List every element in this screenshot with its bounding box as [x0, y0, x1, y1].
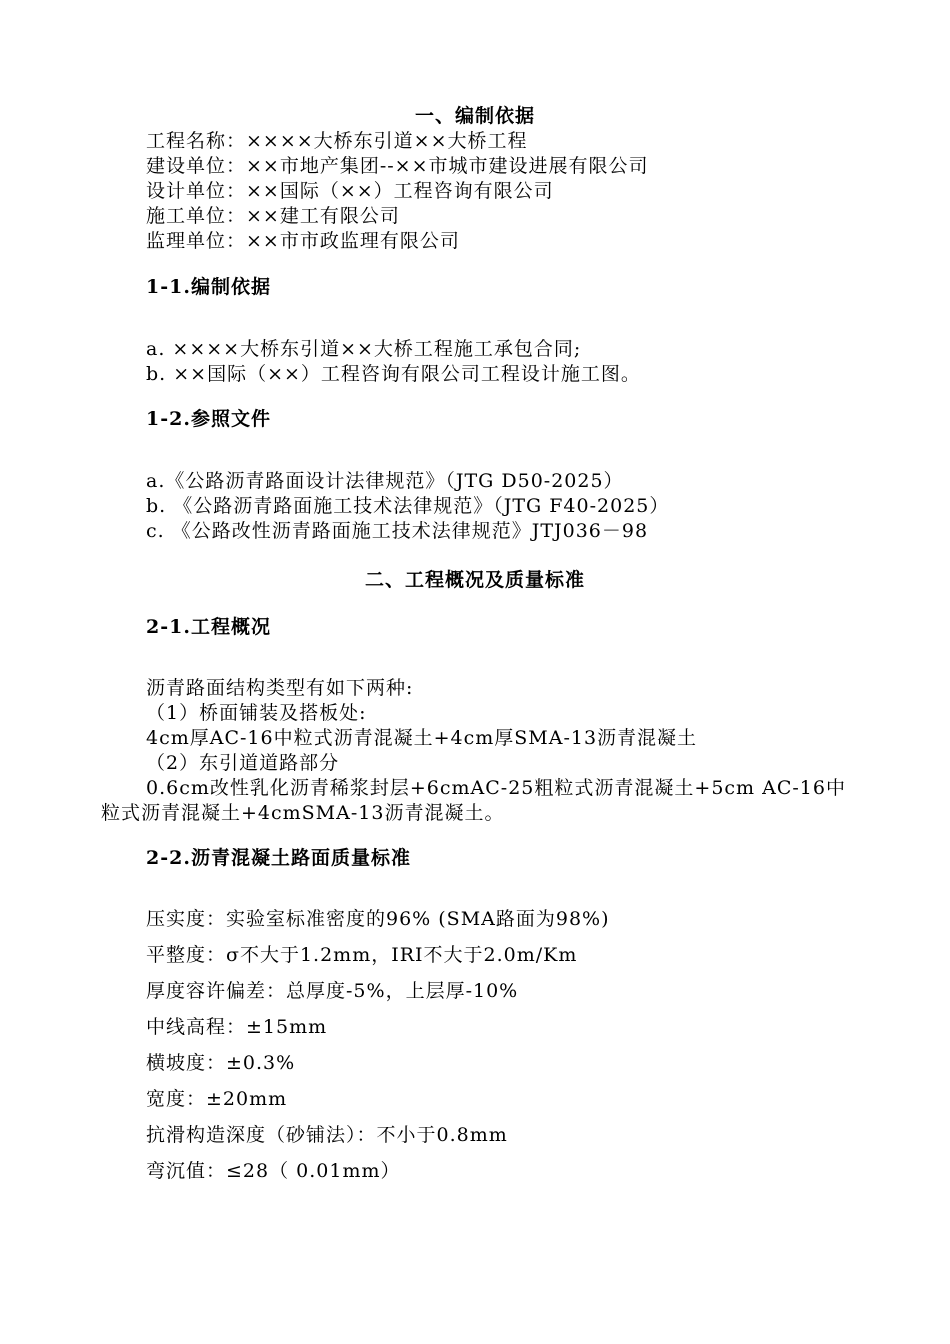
standard-thickness: 厚度容许偏差：总厚度-5%，上层厚-10% [146, 980, 519, 1002]
reference-item-b: b. 《公路沥青路面施工技术法律规范》（JTG F40-2025） [146, 495, 670, 517]
standard-cross-slope: 横坡度：±0.3% [146, 1052, 296, 1074]
basis-item-a: a. ××××大桥东引道××大桥工程施工承包合同; [146, 338, 582, 360]
overview-line-4: （2）东引道道路部分 [146, 752, 340, 774]
overview-line-3: 4cm厚AC-16中粒式沥青混凝土+4cm厚SMA-13沥青混凝土 [146, 727, 698, 749]
supervisor-line: 监理单位：××市市政监理有限公司 [146, 230, 460, 252]
subsection-2-2-title: 2-2.沥青混凝土路面质量标准 [146, 847, 411, 869]
overview-line-5: 0.6cm改性乳化沥青稀浆封层+6cmAC-25粗粒式沥青混凝土+5cm AC-16中 [146, 777, 846, 799]
section-1-title: 一、编制依据 [414, 105, 535, 127]
subsection-1-1-title: 1-1.编制依据 [146, 276, 271, 298]
designer-line: 设计单位：××国际（××）工程咨询有限公司 [146, 180, 554, 202]
overview-line-2: （1）桥面铺装及搭板处: [146, 702, 367, 724]
overview-line-1: 沥青路面结构类型有如下两种: [146, 677, 414, 699]
overview-line-6: 粒式沥青混凝土+4cmSMA-13沥青混凝土。 [101, 802, 505, 824]
reference-item-c: c. 《公路改性沥青路面施工技术法律规范》JTJ036－98 [146, 520, 649, 542]
subsection-2-1-title: 2-1.工程概况 [146, 616, 271, 638]
standard-flatness: 平整度：σ不大于1.2mm，IRI不大于2.0m/Km [146, 944, 578, 966]
standard-centerline: 中线高程：±15mm [146, 1016, 328, 1038]
reference-item-a: a.《公路沥青路面设计法律规范》（JTG D50-2025） [146, 470, 624, 492]
standard-compaction: 压实度：实验室标准密度的96% (SMA路面为98%) [146, 908, 610, 930]
standard-skid-depth: 抗滑构造深度（砂铺法）：不小于0.8mm [146, 1124, 508, 1146]
subsection-1-2-title: 1-2.参照文件 [146, 408, 271, 430]
standard-deflection: 弯沉值：≤28（ 0.01mm） [146, 1160, 401, 1182]
standard-width: 宽度：±20mm [146, 1088, 288, 1110]
project-name-line: 工程名称：××××大桥东引道××大桥工程 [146, 130, 528, 152]
contractor-line: 施工单位：××建工有限公司 [146, 205, 400, 227]
owner-line: 建设单位：××市地产集团--××市城市建设进展有限公司 [146, 155, 649, 177]
section-2-title: 二、工程概况及质量标准 [364, 569, 585, 591]
basis-item-b: b. ××国际（××）工程咨询有限公司工程设计施工图。 [146, 363, 641, 385]
